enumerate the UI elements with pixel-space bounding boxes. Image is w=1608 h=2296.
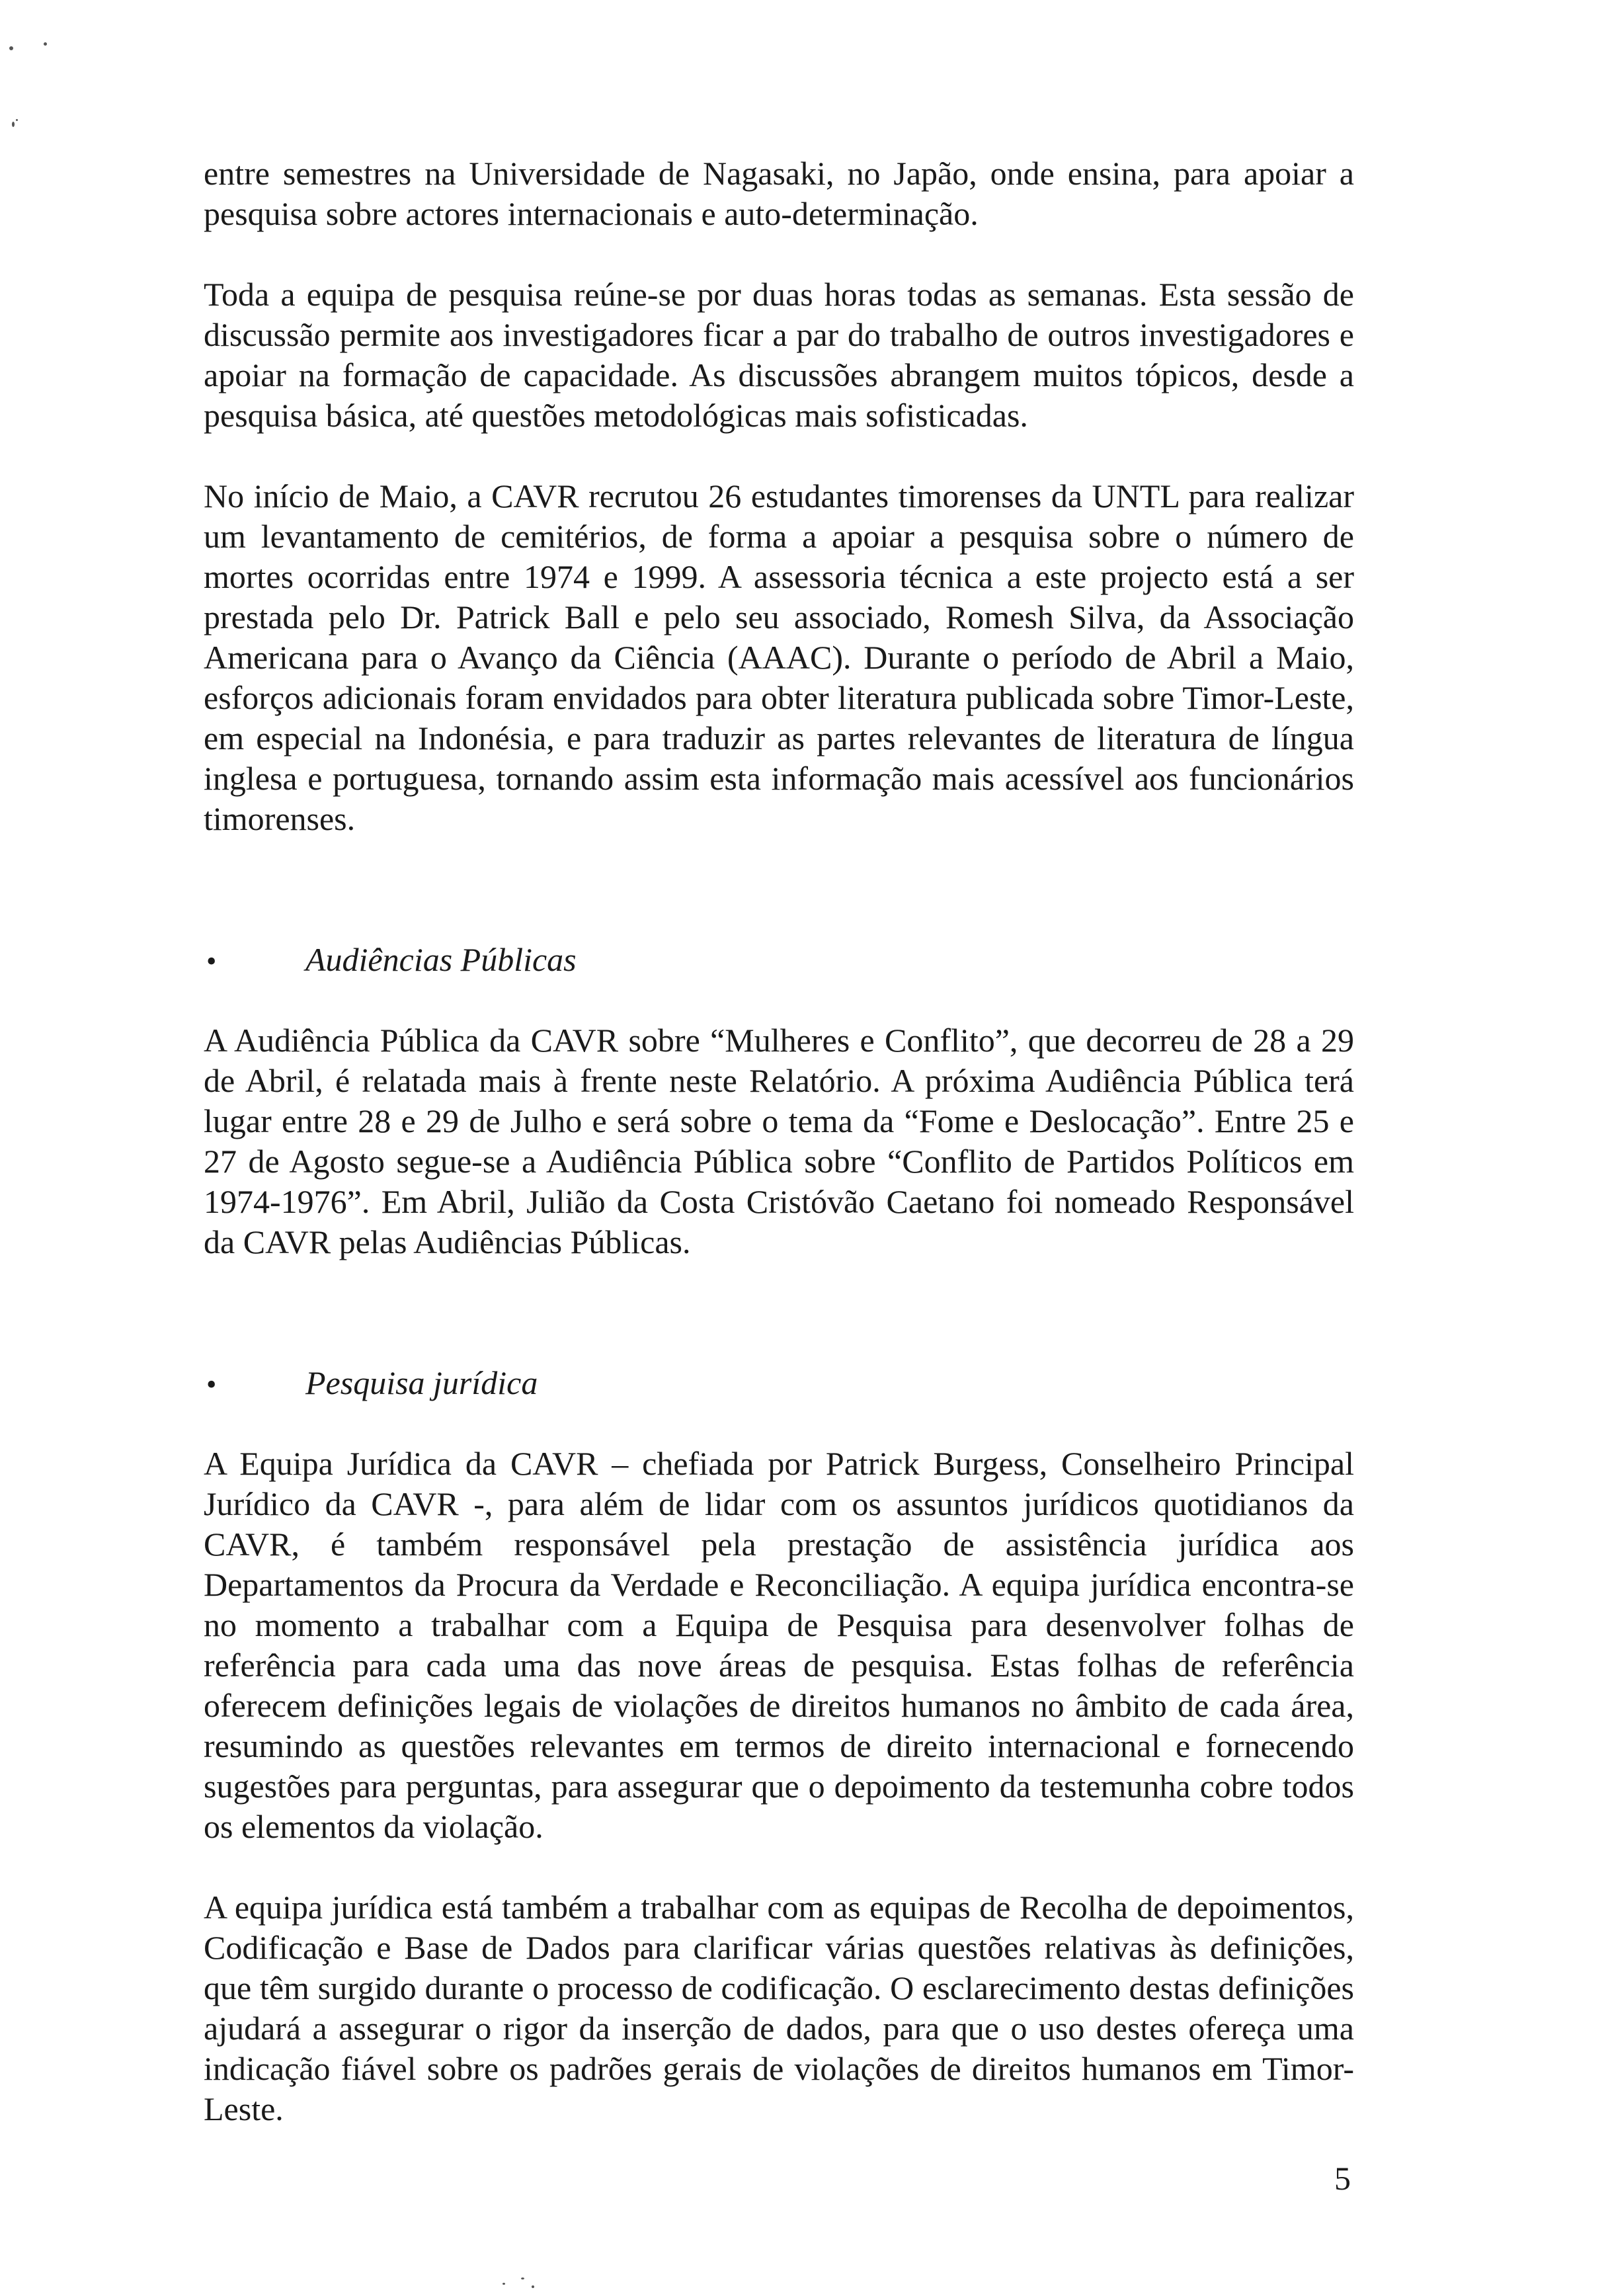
page-number: 5 [1334,2160,1351,2197]
paragraph-legal-team: A Equipa Jurídica da CAVR – chefiada por Patrick Burgess, Conselheiro Principal Jurídico da CAVR -, para além de lidar com os assuntos jurídicos quotidianos da CAVR, é também responsável pela prestação de assistência jurídica aos Departamentos da Procura da Verdade e Reconciliação. A equipa jurídica encontra-se no momento a trabalhar com a Equipa de Pesquisa para desenvolver folhas de referência para cada uma das nove áreas de pesquisa. Estas folhas de referência oferecem definições legais de violações de direitos humanos no âmbito de cada área, resumindo as questões relevantes em termos de direito internacional e fornecendo sugestões para perguntas, para assegurar que o depoimento da testemunha cobre todos os elementos da violação. [204,1445,1354,1845]
paragraph-legal-definitions: A equipa jurídica está também a trabalhar com as equipas de Recolha de depoimentos, Codificação e Base de Dados para clarificar várias questões relativas às definições, que têm surgido durante o processo de codificação. O esclarecimento destas definições ajudará a assegurar o rigor da inserção de dados, para que o uso destes ofereça uma indicação fiável sobre os padrões gerais de violações de direitos humanos em Timor-Leste. [204,1889,1354,2127]
scan-speck [521,2277,524,2279]
section-title: Pesquisa jurídica [305,1364,538,1401]
paragraph-continuation: entre semestres na Universidade de Nagasaki, no Japão, onde ensina, para apoiar a pesquisa sobre actores internacionais e auto-determinação. [204,155,1354,232]
scan-speck [532,2285,534,2288]
section-title: Audiências Públicas [305,941,577,978]
scan-speck [9,46,13,50]
scan-speck [44,42,47,46]
section-heading-audiencias [204,940,1354,980]
paragraph-public-hearings: A Audiência Pública da CAVR sobre “Mulheres e Conflito”, que decorreu de 28 a 29 de Abril, é relatada mais à frente neste Relatório. A próxima Audiência Pública terá lugar entre 28 e 29 de Julho e será sobre o tema da “Fome e Deslocação”. Entre 25 e 27 de Agosto segue-se a Audiência Pública sobre “Conflito de Partidos Políticos em 1974-1976”. Em Abril, Julião da Costa Cristóvão Caetano foi nomeado Responsável da CAVR pelas Audiências Públicas. [204,1022,1354,1260]
paragraph-cemetery-survey: No início de Maio, a CAVR recrutou 26 estudantes timorenses da UNTL para realizar um levantamento de cemitérios, de forma a apoiar a pesquisa sobre o número de mortes ocorridas entre 1974 e 1999. A assessoria técnica a este projecto está a ser prestada pelo Dr. Patrick Ball e pelo seu associado, Romesh Silva, da Associação Americana para o Avanço da Ciência (AAAC). Durante o período de Abril a Maio, esforços adicionais foram envidados para obter literatura publicada sobre Timor-Leste, em especial na Indonésia, e para traduzir as partes relevantes de literatura de língua inglesa e portuguesa, tornando assim esta informação mais acessível aos funcionários timorenses. [204,477,1354,837]
scan-speck [12,122,15,127]
section-heading-juridica [204,1363,1354,1403]
bullet-icon: • [206,945,217,977]
paragraph-team-meetings: Toda a equipa de pesquisa reúne-se por duas horas todas as semanas. Esta sessão de discussão permite aos investigadores ficar a par do trabalho de outros investigadores e apoiar na formação de capacidade. As discussões abrangem muitos tópicos, desde a pesquisa básica, até questões metodológicas mais sofisticadas. [204,276,1354,434]
scan-speck [16,119,18,121]
bullet-icon: • [206,1368,217,1401]
document-body [204,153,1354,2129]
scan-speck [502,2283,505,2285]
